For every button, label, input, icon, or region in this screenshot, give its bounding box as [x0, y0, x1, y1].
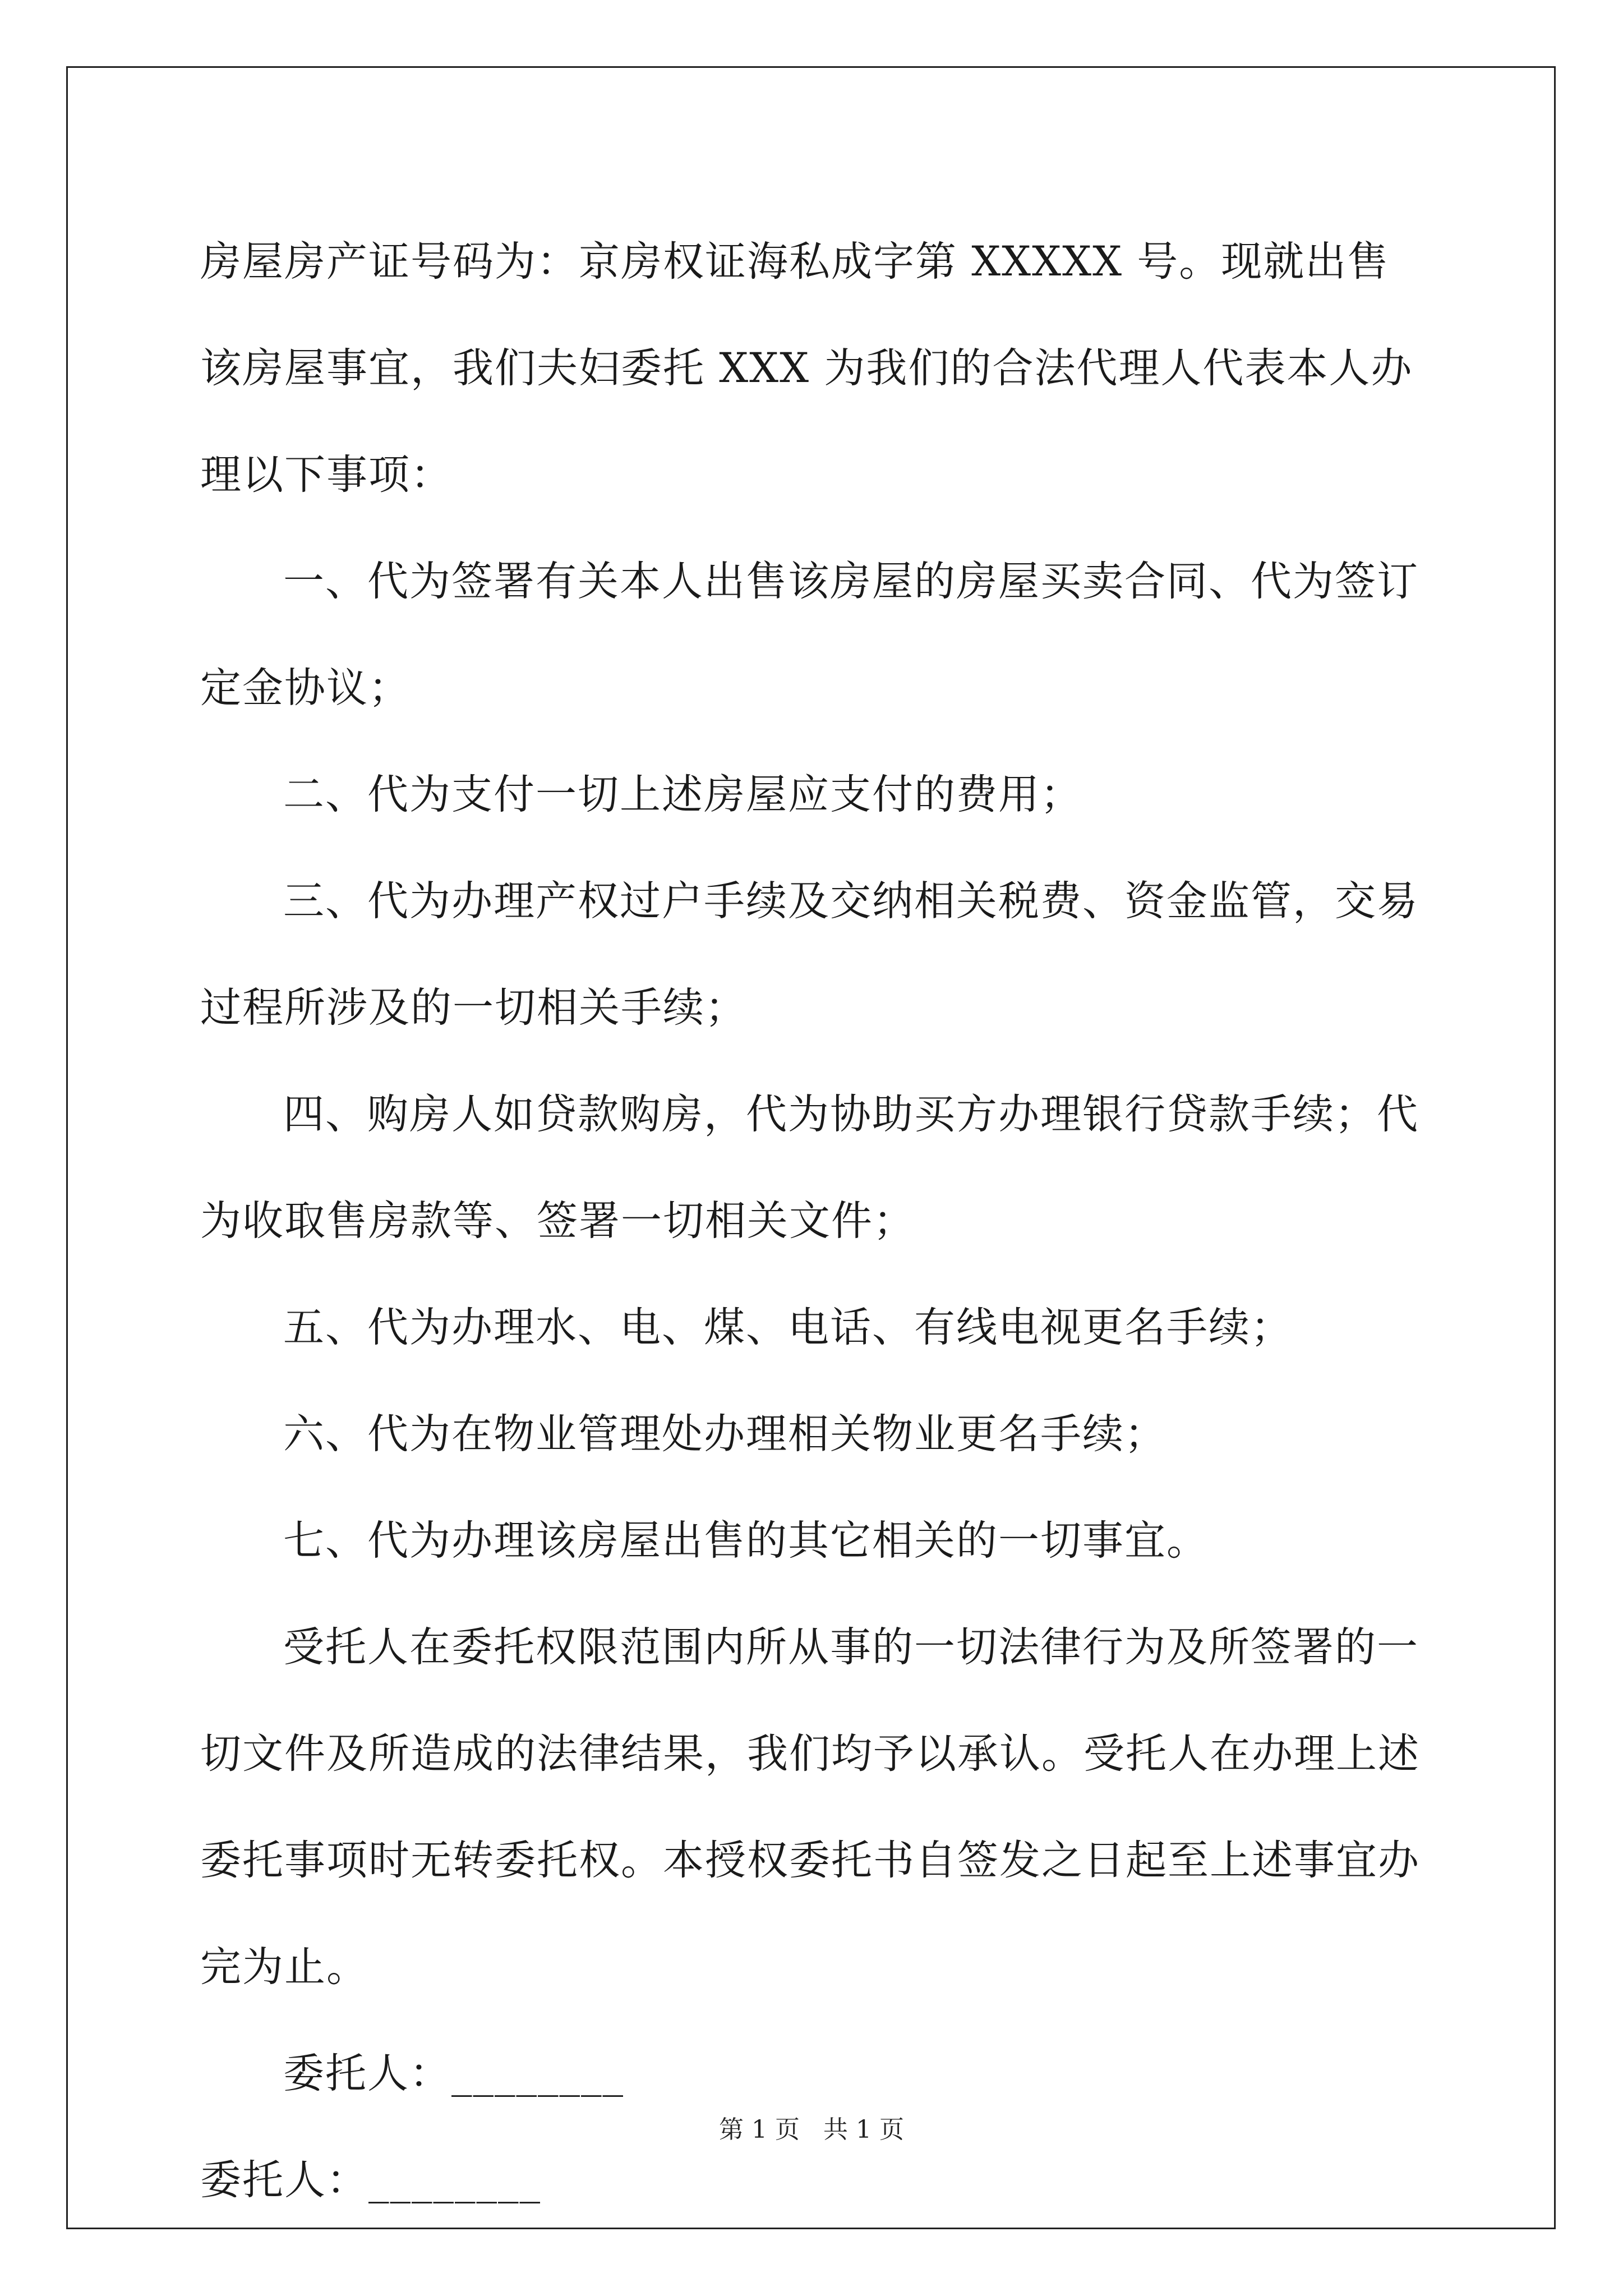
paragraph-item-3: 三、代为办理产权过户手续及交纳相关税费、资金监管，交易过程所涉及的一切相关手续；	[200, 877, 1419, 1032]
paragraph-property-certificate: 房屋房产证号码为：京房权证海私成字第 XXXXX 号。现就出售该房屋事宜，我们夫妇委托 XXX 为我们的合法代理人代表本人办理以下事项：	[200, 238, 1413, 499]
paragraph-item-1: 一、代为签署有关本人出售该房屋的房屋买卖合同、代为签订定金协议；	[200, 558, 1419, 712]
page-footer	[0, 2109, 1623, 2145]
paragraph-item-7: 七、代为办理该房屋出售的其它相关的一切事宜。	[283, 1517, 1209, 1565]
paragraph-item-4: 四、购房人如贷款购房，代为协助买方办理银行贷款手续；代为收取售房款等、签署一切相关文件；	[200, 1091, 1419, 1245]
paragraph-item-2: 二、代为支付一切上述房屋应支付的费用；	[283, 771, 1082, 818]
page-number-label: 第 1 页 共 1 页	[719, 2115, 904, 2144]
paragraph-item-6: 六、代为在物业管理处办理相关物业更名手续；	[283, 1410, 1166, 1458]
signature-line-principal-1: 委托人：________	[283, 2050, 624, 2097]
signature-line-principal-2: 委托人：________	[200, 2156, 541, 2204]
paragraph-legal-acknowledgement: 受托人在委托权限范围内所从事的一切法律行为及所签署的一切文件及所造成的法律结果，我们均予以承认。受托人在办理上述委托事项时无转委托权。本授权委托书自签发之日起至上述事宜办完为止。	[200, 1623, 1420, 1991]
paragraph-item-5: 五、代为办理水、电、煤、电话、有线电视更名手续；	[283, 1304, 1293, 1351]
document-body	[200, 209, 1428, 2234]
